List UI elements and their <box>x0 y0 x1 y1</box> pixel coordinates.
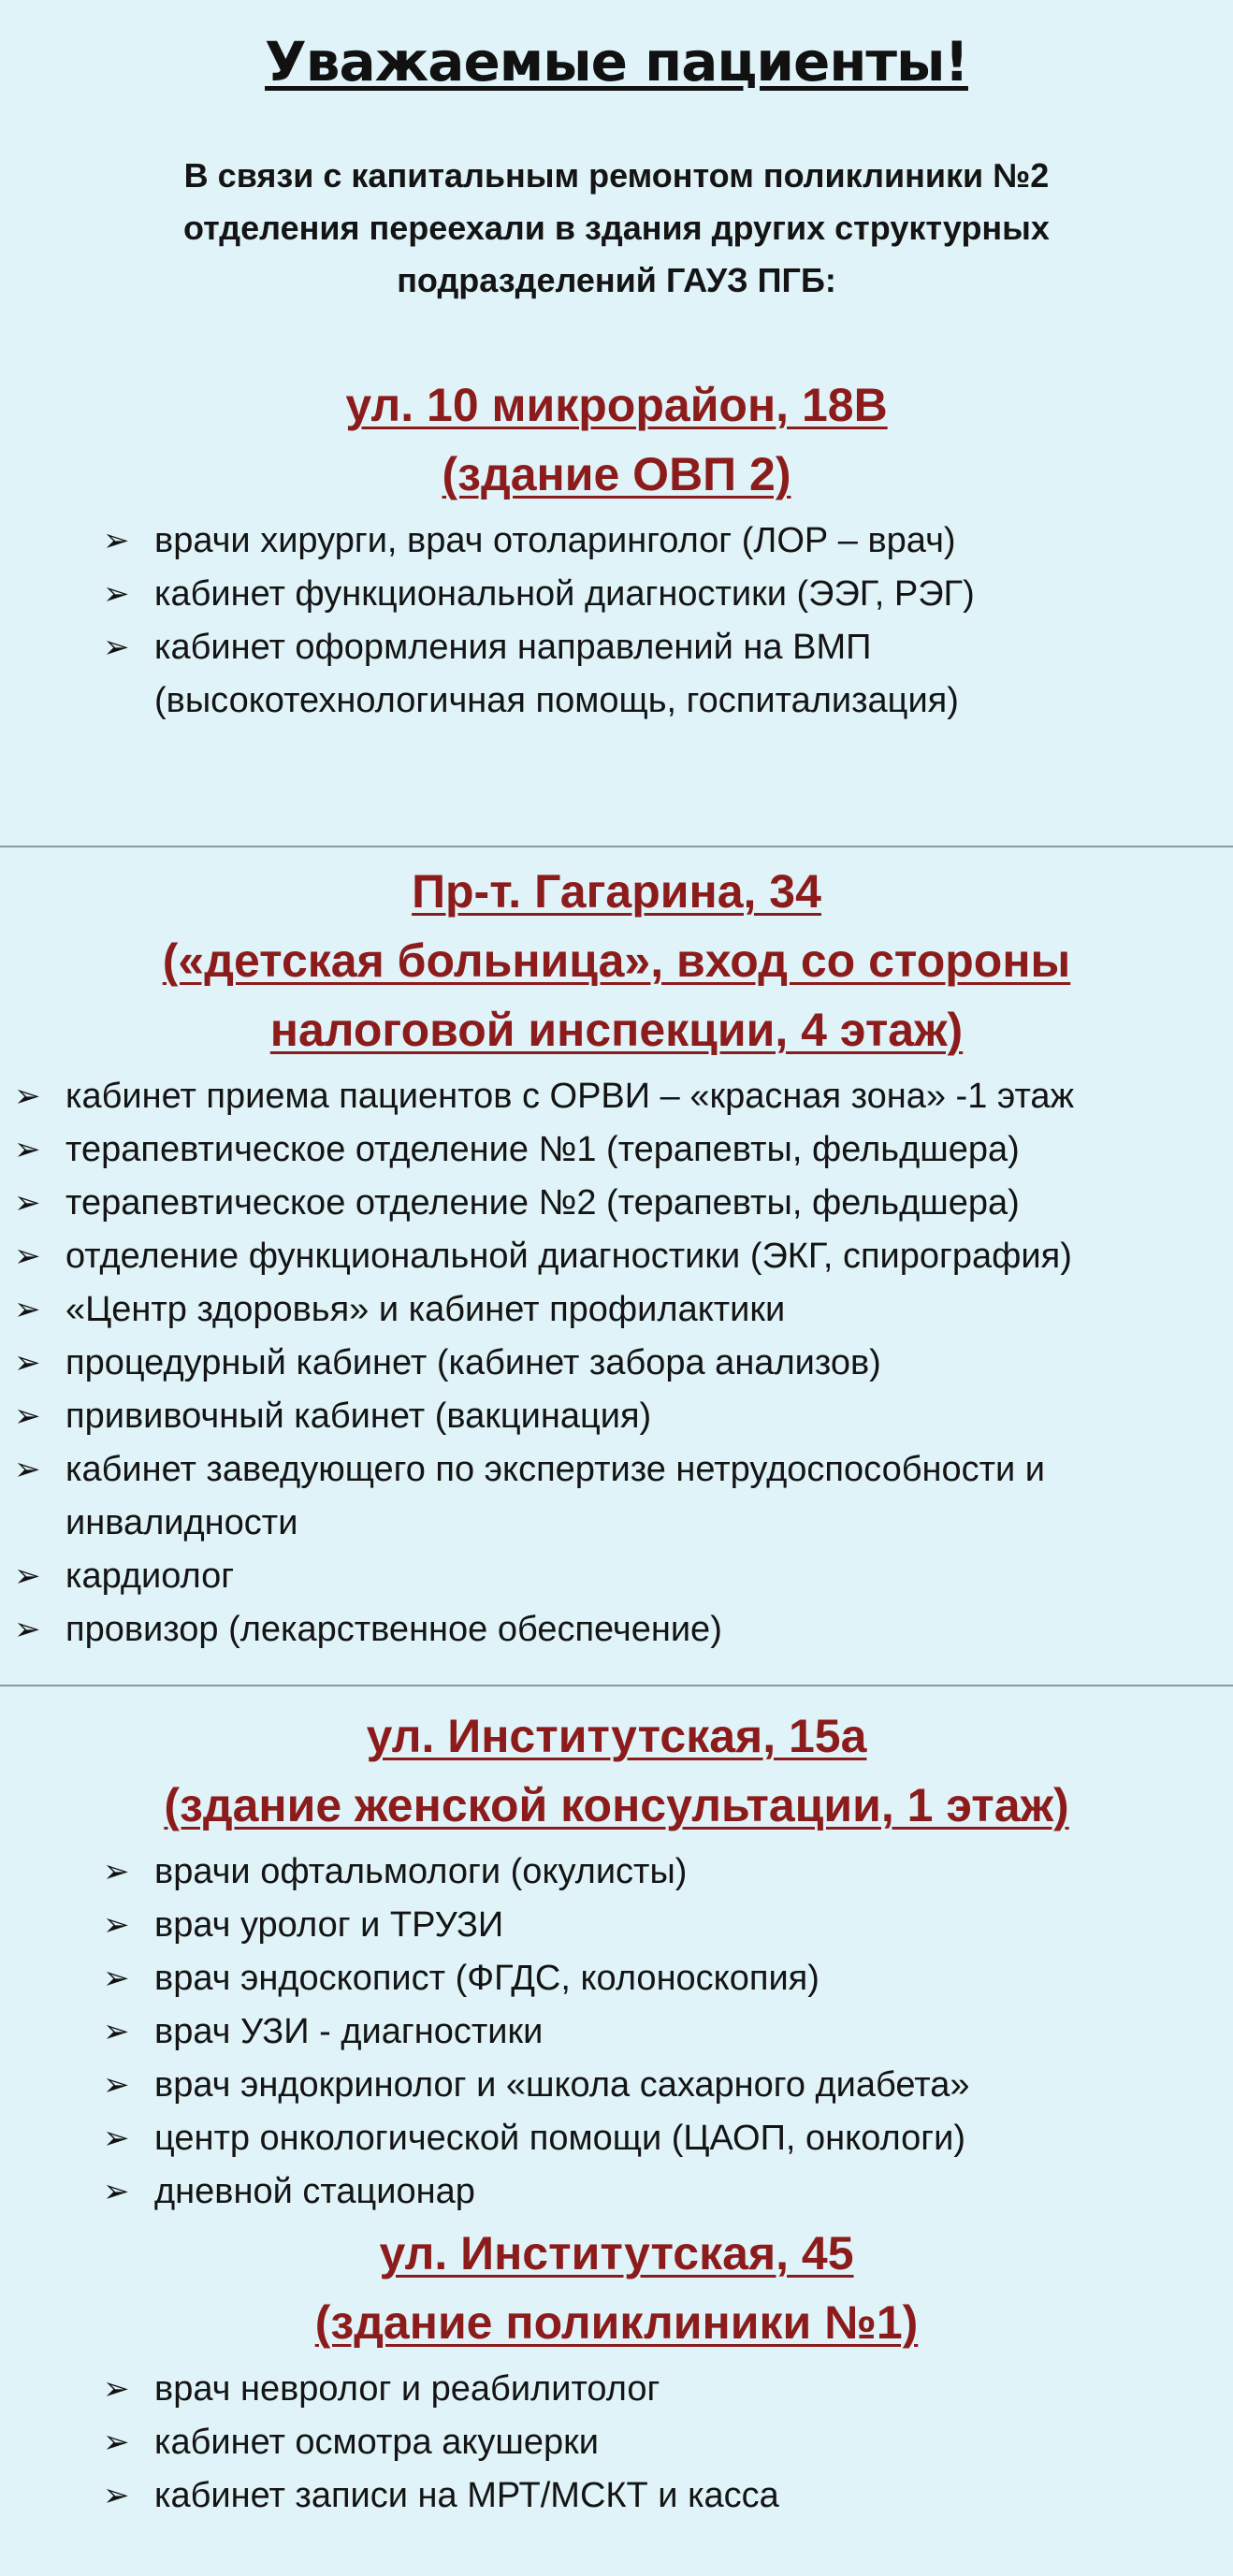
section-block-1 <box>0 0 1233 847</box>
arrow-bullet-icon: ➢ <box>103 1961 130 1996</box>
arrow-bullet-icon: ➢ <box>103 2371 130 2407</box>
arrow-bullet-icon: ➢ <box>14 1238 41 1274</box>
department-list <box>103 514 1214 728</box>
list-item: ➢ кабинет записи на МРТ/МСКТ и касса <box>154 2469 1214 2523</box>
arrow-bullet-icon: ➢ <box>103 2014 130 2049</box>
list-item: ➢ «Центр здоровья» и кабинет профилактики <box>65 1283 1224 1337</box>
address-line: ул. 10 микрорайон, 18В <box>345 379 888 431</box>
section-block-2 <box>0 846 1233 1686</box>
address-line: (здание поликлиники №1) <box>314 2296 919 2349</box>
list-item: ➢ провизор (лекарственное обеспечение) <box>65 1603 1224 1657</box>
list-item: ➢ кабинет оформления направлений на ВМП (высокотехнологичная помощь, госпитализация) <box>154 621 1214 728</box>
arrow-bullet-icon: ➢ <box>103 2478 130 2513</box>
address-heading <box>0 2219 1233 2357</box>
list-item: ➢ врач невролог и реабилитолог <box>154 2363 1214 2416</box>
list-item: ➢ врач УЗИ - диагностики <box>154 2005 1214 2059</box>
list-item: ➢ центр онкологической помощи (ЦАОП, онкологи) <box>154 2112 1214 2165</box>
list-item: ➢ прививочный кабинет (вакцинация) <box>65 1390 1224 1443</box>
address-line: (здание ОВП 2) <box>442 448 791 500</box>
arrow-bullet-icon: ➢ <box>14 1078 41 1114</box>
list-item: ➢ кабинет приема пациентов с ОРВИ – «красная зона» -1 этаж <box>65 1070 1224 1123</box>
arrow-bullet-icon: ➢ <box>14 1452 41 1487</box>
arrow-bullet-icon: ➢ <box>14 1345 41 1381</box>
address-heading <box>0 857 1233 1064</box>
list-item: ➢ кабинет заведующего по экспертизе нетрудоспособности и инвалидности <box>65 1443 1224 1550</box>
arrow-bullet-icon: ➢ <box>103 523 130 558</box>
arrow-bullet-icon: ➢ <box>14 1132 41 1167</box>
department-list <box>103 1845 1214 2219</box>
arrow-bullet-icon: ➢ <box>103 1907 130 1943</box>
arrow-bullet-icon: ➢ <box>14 1398 41 1434</box>
address-heading <box>0 1701 1233 1840</box>
list-item: ➢ дневной стационар <box>154 2165 1214 2219</box>
list-item: ➢ кабинет функциональной диагностики (ЭЭГ, РЭГ) <box>154 568 1214 621</box>
address-line: («детская больница», вход со стороны <box>162 934 1071 987</box>
arrow-bullet-icon: ➢ <box>103 630 130 665</box>
arrow-bullet-icon: ➢ <box>14 1558 41 1594</box>
list-item: ➢ врач уролог и ТРУЗИ <box>154 1899 1214 1952</box>
list-item: ➢ врач эндоскопист (ФГДС, колоноскопия) <box>154 1952 1214 2005</box>
arrow-bullet-icon: ➢ <box>14 1292 41 1327</box>
list-item: ➢ терапевтическое отделение №1 (терапевты, фельдшера) <box>65 1123 1224 1177</box>
list-item: ➢ врачи хирурги, врач отоларинголог (ЛОР – врач) <box>154 514 1214 568</box>
arrow-bullet-icon: ➢ <box>14 1185 41 1221</box>
arrow-bullet-icon: ➢ <box>103 576 130 612</box>
intro-text: В связи с капитальным ремонтом поликлиники №2 отделения переехали в здания других структурных подразделений ГАУЗ ПГБ: <box>183 156 1050 299</box>
list-item: ➢ отделение функциональной диагностики (ЭКГ, спирография) <box>65 1230 1224 1283</box>
list-item: ➢ процедурный кабинет (кабинет забора анализов) <box>65 1337 1224 1390</box>
arrow-bullet-icon: ➢ <box>14 1612 41 1647</box>
list-item: ➢ врач эндокринолог и «школа сахарного диабета» <box>154 2059 1214 2112</box>
arrow-bullet-icon: ➢ <box>103 2067 130 2103</box>
section-block-3 <box>0 1686 1233 2576</box>
address-line: ул. Институтская, 15а <box>366 1710 867 1762</box>
address-line: ул. Институтская, 45 <box>379 2227 854 2279</box>
address-heading <box>0 370 1233 509</box>
arrow-bullet-icon: ➢ <box>103 2424 130 2460</box>
department-list <box>14 1070 1224 1657</box>
list-item: ➢ терапевтическое отделение №2 (терапевты, фельдшера) <box>65 1177 1224 1230</box>
list-item: ➢ кардиолог <box>65 1550 1224 1603</box>
address-line: налоговой инспекции, 4 этаж) <box>269 1004 964 1056</box>
arrow-bullet-icon: ➢ <box>103 2174 130 2209</box>
page-title: Уважаемые пациенты! <box>265 30 968 94</box>
list-item: ➢ кабинет осмотра акушерки <box>154 2416 1214 2469</box>
department-list <box>103 2363 1214 2523</box>
address-line: (здание женской консультации, 1 этаж) <box>164 1779 1069 1831</box>
arrow-bullet-icon: ➢ <box>103 2120 130 2156</box>
list-item: ➢ врачи офтальмологи (окулисты) <box>154 1845 1214 1899</box>
address-line: Пр-т. Гагарина, 34 <box>412 865 821 918</box>
arrow-bullet-icon: ➢ <box>103 1854 130 1889</box>
